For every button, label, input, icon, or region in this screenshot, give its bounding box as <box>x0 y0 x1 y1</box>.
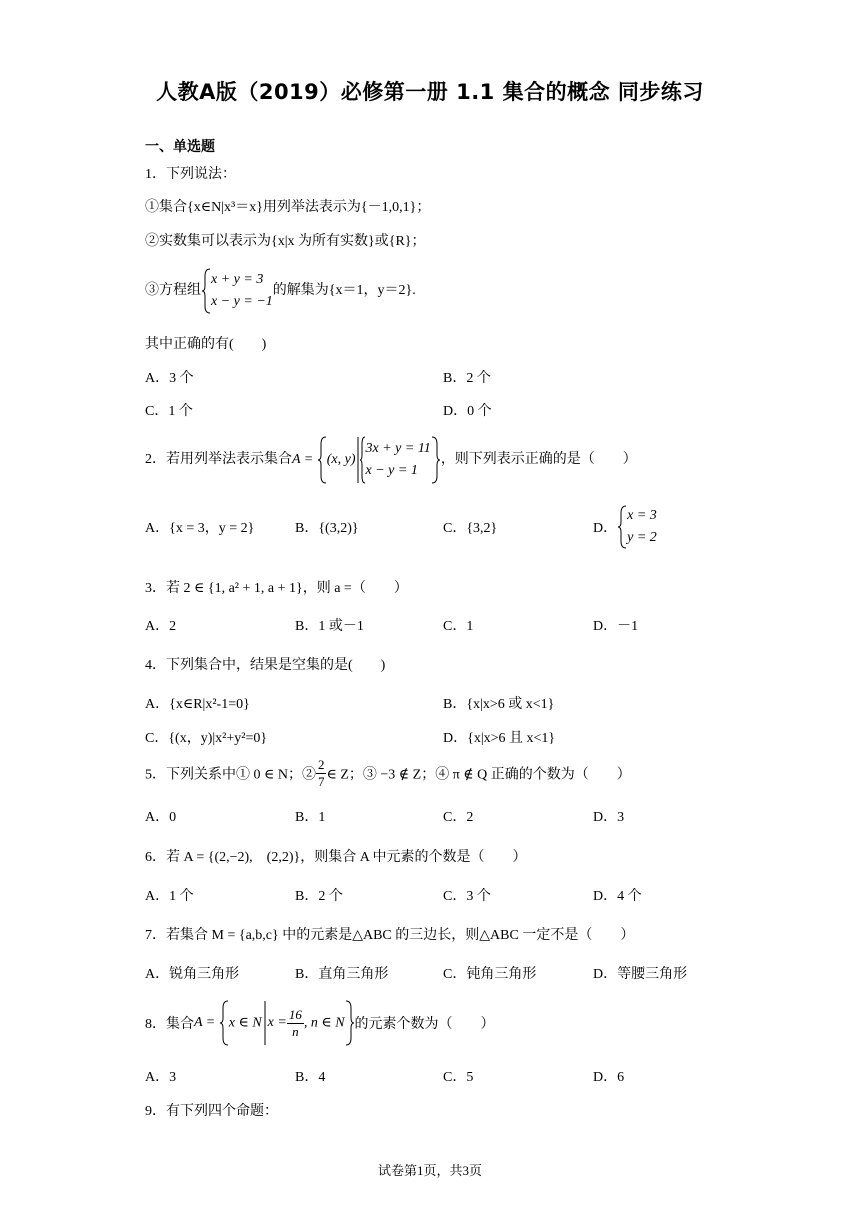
q1-option-b: B．2 个 <box>443 371 491 386</box>
q1-statement-1: ①集合{x∈N|x³＝x}用列举法表示为{－1,0,1}； <box>145 200 431 215</box>
q2-eq-2: x − y = 1 <box>365 463 418 478</box>
q5-prefix: 5．下列关系中① 0 ∈ N；② <box>145 767 316 783</box>
q7-option-d: D．等腰三角形 <box>593 967 688 982</box>
q5-suffix: ∈ Z；③ −3 ∉ Z；④ π ∉ Q 正确的个数为（ ） <box>326 767 631 783</box>
section-heading: 一、单选题 <box>145 139 215 155</box>
q4-option-d: D．{x|x>6 且 x<1} <box>443 731 556 746</box>
q1-option-d: D．0 个 <box>443 404 492 419</box>
page-title: 人教A版（2019）必修第一册 1.1 集合的概念 同步练习 <box>156 80 704 104</box>
page-footer: 试卷第1页，共3页 <box>377 1163 482 1178</box>
q6-stem: 6．若 A = {(2,−2), (2,2)}，则集合 A 中元素的个数是（ ） <box>145 850 527 865</box>
q2-option-d-label: D． <box>593 521 618 536</box>
q1-option-c: C．1 个 <box>145 404 193 419</box>
left-brace-icon <box>617 505 627 549</box>
q5-option-b: B．1 <box>295 810 326 825</box>
q1-s3-prefix: ③方程组 <box>145 283 201 299</box>
q2-suffix: ，则下列表示正确的是（ ） <box>440 452 637 468</box>
q5-stem <box>145 757 631 790</box>
q8-stem <box>145 1000 495 1046</box>
q8-denominator: n <box>292 1023 299 1039</box>
q5-option-c: C．2 <box>443 810 474 825</box>
q1-s3-suffix: 的解集为{x＝1，y＝2}. <box>272 283 416 299</box>
q1-stem: 1．下列说法： <box>145 167 236 182</box>
q4-stem: 4．下列集合中，结果是空集的是( ) <box>145 658 386 673</box>
q2-equation-system <box>366 438 431 482</box>
q9-stem: 9．有下列四个命题： <box>145 1104 278 1119</box>
q2-set-name: A = <box>292 452 317 468</box>
q8-right-part: , n ∈ N <box>303 1015 345 1031</box>
q1-statement-3 <box>145 268 416 314</box>
q5-fraction <box>316 757 327 790</box>
q7-option-a: A．锐角三角形 <box>145 967 240 982</box>
q6-option-a: A．1 个 <box>145 889 194 904</box>
left-brace-icon <box>201 268 211 314</box>
q6-option-b: B．2 个 <box>295 889 343 904</box>
q8-mid-part: x = <box>267 1015 287 1030</box>
q3-stem: 3．若 2 ∈ {1, a² + 1, a + 1}，则 a =（ ） <box>145 581 408 596</box>
q8-option-d: D．6 <box>593 1070 625 1085</box>
q2-option-d <box>593 505 657 549</box>
q2-stem <box>145 436 637 484</box>
q8-left-part: x ∈ N <box>228 1015 262 1031</box>
q2-prefix: 2．若用列举法表示集合 <box>145 452 292 468</box>
q7-stem: 7．若集合 M = {a,b,c} 中的元素是△ABC 的三边长，则△ABC 一定不是（ ） <box>145 928 635 943</box>
q2-option-a: A．{x = 3，y = 2} <box>145 521 255 536</box>
q8-suffix: 的元素个数为（ ） <box>354 1017 495 1032</box>
q8-option-a: A．3 <box>145 1070 177 1085</box>
q8-option-c: C．5 <box>443 1070 474 1085</box>
divider-brace-icon <box>356 436 366 484</box>
right-brace-icon <box>431 436 441 484</box>
q1-eq-1: x + y = 3 <box>211 272 264 287</box>
q2-option-c: C．{3,2} <box>443 521 498 536</box>
q8-prefix: 8．集合 <box>145 1017 194 1032</box>
q1-eq-2: x − y = −1 <box>211 294 273 309</box>
q2-option-b: B．{(3,2)} <box>295 521 359 536</box>
q5-denominator: 7 <box>317 774 325 789</box>
q8-fraction <box>287 1007 304 1040</box>
q2-xy: (x, y) <box>326 452 356 467</box>
q4-option-a: A．{x∈R|x²-1=0} <box>145 697 250 712</box>
q3-option-a: A．2 <box>145 619 177 634</box>
q8-numerator: 16 <box>288 1006 302 1022</box>
q1-option-a: A．3 个 <box>145 371 194 386</box>
q6-option-d: D．4 个 <box>593 889 642 904</box>
q3-option-d: D．－1 <box>593 619 639 634</box>
q1-ask: 其中正确的有( ) <box>145 337 267 352</box>
q3-option-c: C．1 <box>443 619 474 634</box>
q2-d-eq-1: x = 3 <box>627 508 657 523</box>
q7-option-c: C．钝角三角形 <box>443 967 537 982</box>
q1-statement-2: ②实数集可以表示为{x|x 为所有实数}或{R}； <box>145 234 426 249</box>
q2-option-d-system <box>627 505 657 549</box>
right-brace-icon <box>345 1000 355 1046</box>
q5-numerator: 2 <box>317 757 325 772</box>
left-brace-icon <box>219 1000 229 1046</box>
q2-d-eq-2: y = 2 <box>627 530 657 545</box>
q5-option-a: A．0 <box>145 810 177 825</box>
left-brace-icon <box>317 436 327 484</box>
q6-option-c: C．3 个 <box>443 889 491 904</box>
q4-option-b: B．{x|x>6 或 x<1} <box>443 697 555 712</box>
q8-option-b: B．4 <box>295 1070 326 1085</box>
q7-option-b: B．直角三角形 <box>295 967 389 982</box>
q4-option-c: C．{(x，y)|x²+y²=0} <box>145 731 268 746</box>
q5-option-d: D．3 <box>593 810 625 825</box>
q2-eq-1: 3x + y = 11 <box>365 441 431 456</box>
q3-option-b: B．1 或－1 <box>295 619 364 634</box>
q8-set-name: A = <box>194 1015 219 1030</box>
q1-equation-system <box>211 269 273 313</box>
